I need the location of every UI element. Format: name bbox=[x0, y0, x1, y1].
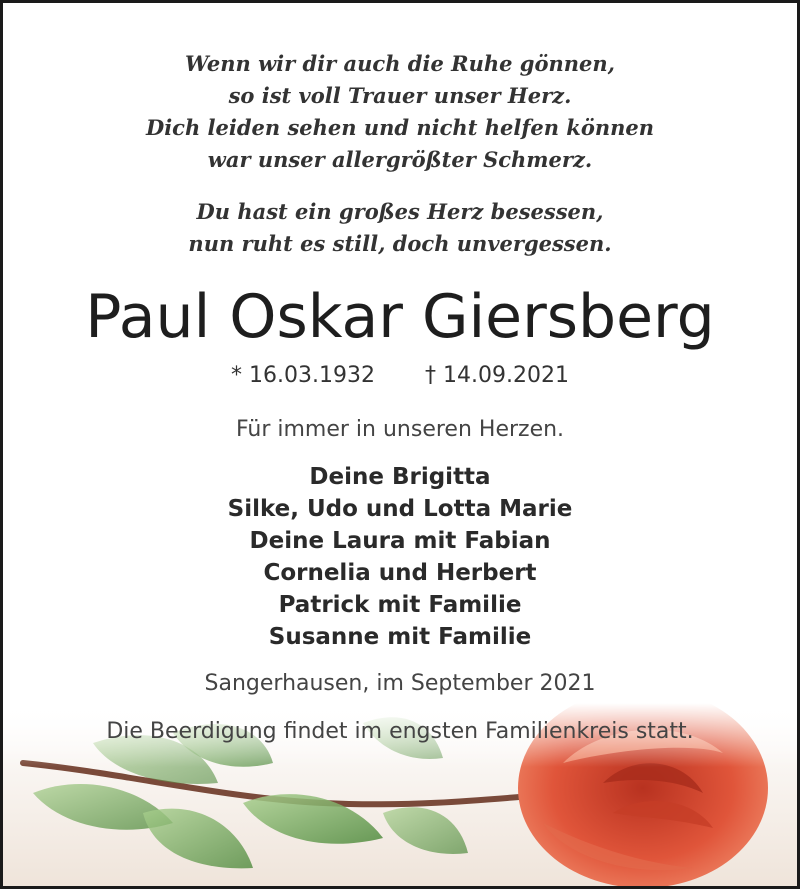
poem-line: nun ruht es still, doch unvergessen. bbox=[188, 231, 612, 256]
mourner-item: Silke, Udo und Lotta Marie bbox=[227, 496, 573, 522]
mourner-item: Deine Laura mit Fabian bbox=[249, 528, 551, 554]
mourner-item: Cornelia und Herbert bbox=[263, 560, 537, 586]
poem-stanza-2 bbox=[3, 196, 797, 260]
mourner-item: Deine Brigitta bbox=[309, 464, 491, 490]
poem-line: Dich leiden sehen und nicht helfen können bbox=[145, 115, 655, 140]
birth-date: * 16.03.1932 bbox=[231, 363, 375, 388]
mourners-list bbox=[3, 461, 797, 653]
poem-stanza-1 bbox=[3, 48, 797, 176]
poem-line: Wenn wir dir auch die Ruhe gönnen, bbox=[185, 51, 615, 76]
mourner-item: Patrick mit Familie bbox=[278, 592, 522, 618]
deceased-name: Paul Oskar Giersberg bbox=[85, 282, 715, 352]
place-and-date: Sangerhausen, im September 2021 bbox=[204, 671, 596, 696]
poem-line: so ist voll Trauer unser Herz. bbox=[228, 83, 572, 108]
life-dates bbox=[3, 361, 797, 391]
funeral-note: Die Beerdigung findet im engsten Familienkreis statt. bbox=[106, 719, 694, 744]
memorial-motto: Für immer in unseren Herzen. bbox=[235, 417, 565, 442]
death-date: † 14.09.2021 bbox=[425, 363, 569, 388]
poem-line: war unser allergrößter Schmerz. bbox=[207, 147, 593, 172]
poem-line: Du hast ein großes Herz besessen, bbox=[196, 199, 604, 224]
mourner-item: Susanne mit Familie bbox=[268, 624, 532, 650]
